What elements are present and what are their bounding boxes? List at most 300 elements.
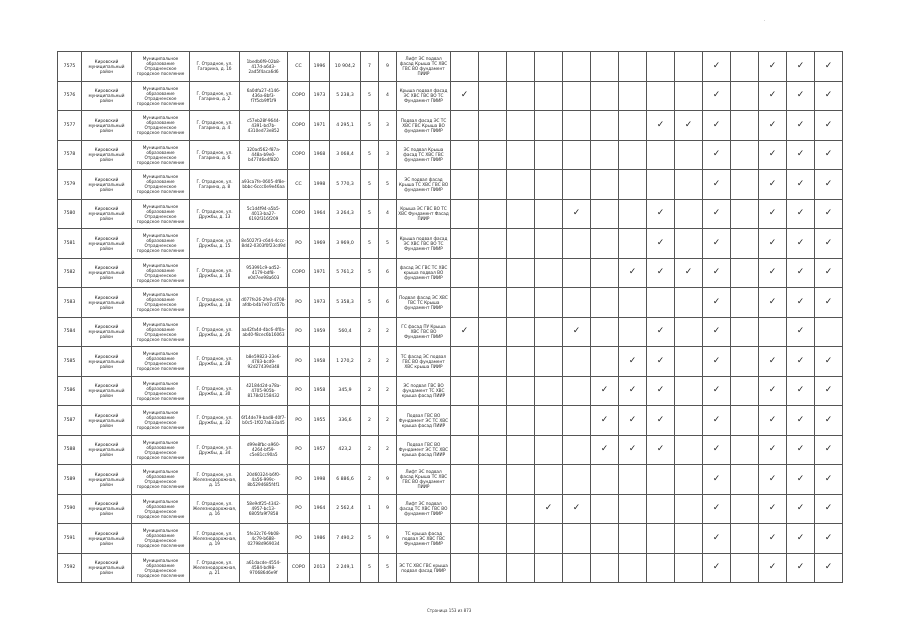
empty-cell	[535, 229, 563, 259]
empty-cell	[563, 52, 591, 82]
check-mark-icon: ✓	[759, 465, 787, 495]
check-mark-icon: ✓	[787, 288, 815, 318]
cell-code: 58e9df25-4342-4957-bc13-6805fa9f7858	[240, 494, 288, 524]
check-mark-icon: ✓	[703, 347, 731, 377]
cell-code: d077fe26-2fe0-4708-afdb-b4b7e07cd57b	[240, 288, 288, 318]
empty-cell	[451, 199, 479, 229]
empty-cell	[591, 111, 619, 141]
check-mark-icon: ✓	[591, 435, 619, 465]
empty-cell	[647, 52, 675, 82]
cell-ent: 6	[379, 288, 397, 318]
empty-cell	[675, 229, 703, 259]
cell-year: 1964	[310, 199, 330, 229]
check-mark-icon: ✓	[647, 111, 675, 141]
cell-code: a61dacde-4554-4584-bd98-970686d6e9f	[240, 553, 288, 583]
table-row	[58, 376, 843, 406]
empty-cell	[451, 140, 479, 170]
cell-ent: 5	[379, 229, 397, 259]
check-mark-icon: ✓	[787, 317, 815, 347]
cell-year: 2013	[310, 553, 330, 583]
cell-flo: 2	[361, 347, 379, 377]
empty-cell	[507, 406, 535, 436]
cell-n: 7584	[58, 317, 82, 347]
cell-type: РО	[288, 524, 310, 554]
cell-n: 7586	[58, 376, 82, 406]
check-mark-icon: ✓	[619, 376, 647, 406]
cell-ent: 4	[379, 199, 397, 229]
check-mark-icon: ✓	[563, 494, 591, 524]
empty-cell	[563, 229, 591, 259]
cell-flo: 5	[361, 229, 379, 259]
cell-works: Крыша подвал фасад ЭС ХВС ГВС ВО ТС Фундамент ПИИР	[397, 229, 451, 259]
check-mark-icon: ✓	[619, 435, 647, 465]
empty-cell	[591, 288, 619, 318]
cell-n: 7592	[58, 553, 82, 583]
empty-cell	[591, 258, 619, 288]
empty-cell	[731, 524, 759, 554]
empty-cell	[591, 52, 619, 82]
cell-district: Кировский муниципальный район	[82, 170, 132, 200]
empty-cell	[619, 494, 647, 524]
cell-year: 1996	[310, 52, 330, 82]
empty-cell	[591, 317, 619, 347]
check-mark-icon: ✓	[815, 140, 843, 170]
cell-code: c57eb28f-9644-4391-bd7b-4310ed73e852	[240, 111, 288, 141]
empty-cell	[535, 258, 563, 288]
empty-cell	[675, 52, 703, 82]
cell-type: СОРО	[288, 258, 310, 288]
cell-area: 3 068,4	[330, 140, 361, 170]
cell-flo: 1	[361, 494, 379, 524]
check-mark-icon: ✓	[787, 140, 815, 170]
empty-cell	[563, 111, 591, 141]
check-mark-icon: ✓	[759, 170, 787, 200]
cell-works: ТС фасад ЭС подвал ГВС ВО фундамент ХВС крыша ПИИР	[397, 347, 451, 377]
cell-area: 336,6	[330, 406, 361, 436]
cell-type: СС	[288, 52, 310, 82]
cell-district: Кировский муниципальный район	[82, 524, 132, 554]
cell-district: Кировский муниципальный район	[82, 317, 132, 347]
housing-register-table	[57, 51, 843, 583]
cell-org: Муниципальное образование Отрадненское городское поселение	[132, 524, 190, 554]
cell-works: Лифт ЭС подвал фасад Крыша ТС ХВС ГВС ВО фундамент ПИИР	[397, 52, 451, 82]
cell-n: 7588	[58, 435, 82, 465]
cell-district: Кировский муниципальный район	[82, 229, 132, 259]
empty-cell	[647, 524, 675, 554]
cell-addr: Г. Отрадное, ул. Железнодорожная, д. 16	[190, 494, 240, 524]
cell-flo: 5	[361, 111, 379, 141]
cell-area: 3 969,0	[330, 229, 361, 259]
cell-addr: Г. Отрадное, ул. Дружбы, д. 34	[190, 435, 240, 465]
cell-district: Кировский муниципальный район	[82, 465, 132, 495]
check-mark-icon: ✓	[619, 258, 647, 288]
check-mark-icon: ✓	[815, 170, 843, 200]
check-mark-icon: ✓	[703, 553, 731, 583]
cell-year: 1955	[310, 406, 330, 436]
empty-cell	[535, 376, 563, 406]
empty-cell	[479, 465, 507, 495]
empty-cell	[479, 52, 507, 82]
empty-cell	[563, 258, 591, 288]
empty-cell	[451, 494, 479, 524]
empty-cell	[619, 111, 647, 141]
cell-org: Муниципальное образование Отрадненское городское поселение	[132, 81, 190, 111]
cell-works: Подвал фасад ЭС ТС ХВС ГВС Крыша ВО фундамент ПИИР	[397, 111, 451, 141]
empty-cell	[731, 81, 759, 111]
cell-type: СОРО	[288, 553, 310, 583]
empty-cell	[675, 81, 703, 111]
check-mark-icon: ✓	[787, 465, 815, 495]
check-mark-icon: ✓	[759, 406, 787, 436]
empty-cell	[535, 111, 563, 141]
empty-cell	[675, 524, 703, 554]
check-mark-icon: ✓	[563, 317, 591, 347]
check-mark-icon: ✓	[703, 111, 731, 141]
empty-cell	[479, 376, 507, 406]
cell-code: 6f14de79-bad8-40f7-b0c5-1f027ab33a45	[240, 406, 288, 436]
cell-n: 7577	[58, 111, 82, 141]
cell-type: РО	[288, 288, 310, 318]
empty-cell	[479, 258, 507, 288]
empty-cell	[591, 347, 619, 377]
check-mark-icon: ✓	[703, 288, 731, 318]
empty-cell	[563, 553, 591, 583]
empty-cell	[507, 52, 535, 82]
empty-cell	[451, 435, 479, 465]
cell-n: 7580	[58, 199, 82, 229]
cell-ent: 4	[379, 81, 397, 111]
cell-area: 5 761,2	[330, 258, 361, 288]
empty-cell	[479, 494, 507, 524]
empty-cell	[731, 229, 759, 259]
empty-cell	[535, 81, 563, 111]
cell-works: ЭС ТС ХВС ГВС крыша подвал фасад ПИИР	[397, 553, 451, 583]
cell-n: 7590	[58, 494, 82, 524]
cell-area: 5 358,3	[330, 288, 361, 318]
empty-cell	[535, 347, 563, 377]
empty-cell	[675, 435, 703, 465]
empty-cell	[479, 81, 507, 111]
cell-area: 6 886,6	[330, 465, 361, 495]
cell-area: 4 295,1	[330, 111, 361, 141]
check-mark-icon: ✓	[759, 347, 787, 377]
empty-cell	[563, 524, 591, 554]
cell-addr: Г. Отрадное, ул. Дружбы, д. 30	[190, 376, 240, 406]
cell-flo: 7	[361, 52, 379, 82]
table-row	[58, 406, 843, 436]
check-mark-icon: ✓	[759, 258, 787, 288]
empty-cell	[535, 553, 563, 583]
empty-cell	[675, 553, 703, 583]
empty-cell	[731, 258, 759, 288]
cell-year: 1986	[310, 524, 330, 554]
empty-cell	[507, 170, 535, 200]
cell-ent: 9	[379, 494, 397, 524]
empty-cell	[591, 553, 619, 583]
check-mark-icon: ✓	[647, 347, 675, 377]
empty-cell	[535, 406, 563, 436]
cell-type: РО	[288, 406, 310, 436]
cell-area: 3 264,3	[330, 199, 361, 229]
empty-cell	[591, 81, 619, 111]
empty-cell	[731, 317, 759, 347]
empty-cell	[563, 376, 591, 406]
cell-area: 5 238,3	[330, 81, 361, 111]
empty-cell	[591, 229, 619, 259]
cell-type: РО	[288, 317, 310, 347]
cell-code: 6a0dfa27-4146-436a-8bf3-f7f5cb9ff1f9	[240, 81, 288, 111]
cell-district: Кировский муниципальный район	[82, 111, 132, 141]
cell-type: СС	[288, 170, 310, 200]
cell-flo: 5	[361, 81, 379, 111]
empty-cell	[563, 170, 591, 200]
empty-cell	[591, 170, 619, 200]
cell-addr: Г. Отрадное, ул. Гагарина, д. 6	[190, 140, 240, 170]
check-mark-icon: ✓	[619, 406, 647, 436]
check-mark-icon: ✓	[787, 347, 815, 377]
cell-org: Муниципальное образование Отрадненское городское поселение	[132, 288, 190, 318]
check-mark-icon: ✓	[703, 199, 731, 229]
empty-cell	[731, 406, 759, 436]
check-mark-icon: ✓	[591, 376, 619, 406]
check-mark-icon: ✓	[703, 317, 731, 347]
empty-cell	[507, 81, 535, 111]
empty-cell	[619, 229, 647, 259]
empty-cell	[507, 229, 535, 259]
empty-cell	[591, 199, 619, 229]
empty-cell	[507, 347, 535, 377]
check-mark-icon: ✓	[759, 81, 787, 111]
empty-cell	[479, 229, 507, 259]
check-mark-icon: ✓	[759, 229, 787, 259]
check-mark-icon: ✓	[759, 553, 787, 583]
empty-cell	[675, 288, 703, 318]
cell-ent: 3	[379, 140, 397, 170]
check-mark-icon: ✓	[787, 81, 815, 111]
cell-n: 7582	[58, 258, 82, 288]
cell-type: РО	[288, 229, 310, 259]
table-row	[58, 258, 843, 288]
cell-flo: 5	[361, 553, 379, 583]
empty-cell	[619, 52, 647, 82]
cell-district: Кировский муниципальный район	[82, 494, 132, 524]
cell-addr: Г. Отрадное, ул. Дружбы, д. 26	[190, 317, 240, 347]
cell-ent: 5	[379, 170, 397, 200]
cell-addr: Г. Отрадное, ул. Дружбы, д. 28	[190, 347, 240, 377]
check-mark-icon: ✓	[647, 199, 675, 229]
empty-cell	[507, 317, 535, 347]
empty-cell	[451, 376, 479, 406]
empty-cell	[647, 288, 675, 318]
empty-cell	[479, 140, 507, 170]
check-mark-icon: ✓	[451, 81, 479, 111]
cell-addr: Г. Отрадное, ул. Гагарина, д. 2	[190, 81, 240, 111]
check-mark-icon: ✓	[759, 524, 787, 554]
cell-area: 10 904,2	[330, 52, 361, 82]
cell-n: 7591	[58, 524, 82, 554]
cell-org: Муниципальное образование Отрадненское городское поселение	[132, 347, 190, 377]
table-body	[58, 52, 843, 583]
cell-district: Кировский муниципальный район	[82, 258, 132, 288]
cell-works: фасад ЭС ГВС ТС ХВС крыша подвал ВО фундамент ПИИР	[397, 258, 451, 288]
check-mark-icon: ✓	[815, 524, 843, 554]
check-mark-icon: ✓	[647, 406, 675, 436]
table-row	[58, 140, 843, 170]
cell-addr: Г. Отрадное, ул. Дружбы, д. 18	[190, 288, 240, 318]
cell-code: 8e5027f3-c6d4-4ccc-8dd2-0303f0f23cd9d	[240, 229, 288, 259]
check-mark-icon: ✓	[815, 288, 843, 318]
cell-area: 1 270,2	[330, 347, 361, 377]
check-mark-icon: ✓	[815, 406, 843, 436]
empty-cell	[507, 435, 535, 465]
cell-district: Кировский муниципальный район	[82, 140, 132, 170]
check-mark-icon: ✓	[703, 406, 731, 436]
corner-mark: ·	[764, 18, 766, 23]
check-mark-icon: ✓	[787, 435, 815, 465]
empty-cell	[731, 288, 759, 318]
cell-type: РО	[288, 494, 310, 524]
cell-org: Муниципальное образование Отрадненское городское поселение	[132, 199, 190, 229]
empty-cell	[731, 52, 759, 82]
cell-type: РО	[288, 465, 310, 495]
cell-addr: Г. Отрадное, ул. Дружбы, д. 15	[190, 229, 240, 259]
check-mark-icon: ✓	[787, 170, 815, 200]
cell-year: 1998	[310, 170, 330, 200]
check-mark-icon: ✓	[815, 258, 843, 288]
cell-year: 1998	[310, 465, 330, 495]
cell-org: Муниципальное образование Отрадненское городское поселение	[132, 229, 190, 259]
empty-cell	[619, 199, 647, 229]
empty-cell	[731, 435, 759, 465]
cell-org: Муниципальное образование Отрадненское городское поселение	[132, 553, 190, 583]
table-row	[58, 288, 843, 318]
empty-cell	[507, 140, 535, 170]
cell-district: Кировский муниципальный район	[82, 553, 132, 583]
cell-ent: 2	[379, 435, 397, 465]
cell-works: Крыша подвал фасад ЭС ХВС ГВС ВО ТС Фундамент ПИИР	[397, 81, 451, 111]
empty-cell	[451, 52, 479, 82]
cell-type: РО	[288, 376, 310, 406]
empty-cell	[563, 406, 591, 436]
empty-cell	[479, 524, 507, 554]
empty-cell	[535, 288, 563, 318]
cell-n: 7576	[58, 81, 82, 111]
empty-cell	[479, 553, 507, 583]
cell-works: Крыша ЭС ГВС ВО ТС ХВС Фундамент Фасад ПИИР	[397, 199, 451, 229]
table-row	[58, 81, 843, 111]
empty-cell	[479, 111, 507, 141]
empty-cell	[731, 494, 759, 524]
check-mark-icon: ✓	[759, 494, 787, 524]
empty-cell	[451, 170, 479, 200]
check-mark-icon: ✓	[619, 347, 647, 377]
empty-cell	[619, 465, 647, 495]
cell-code: aa42fa4d-4bc6-4f0a-ab40-f8cec6b16063	[240, 317, 288, 347]
check-mark-icon: ✓	[759, 376, 787, 406]
cell-n: 7575	[58, 52, 82, 82]
empty-cell	[815, 317, 843, 347]
check-mark-icon: ✓	[675, 111, 703, 141]
empty-cell	[535, 435, 563, 465]
cell-code: b8e59823-23e6-4783-bcd9-92d27439d348	[240, 347, 288, 377]
table-row	[58, 317, 843, 347]
empty-cell	[675, 140, 703, 170]
empty-cell	[731, 140, 759, 170]
cell-n: 7581	[58, 229, 82, 259]
cell-org: Муниципальное образование Отрадненское городское поселение	[132, 435, 190, 465]
empty-cell	[535, 170, 563, 200]
cell-code: 1bedb6f9-02b8-417d-a6d3-2ad5f4aca6d6	[240, 52, 288, 82]
cell-works: ЭС подвал фасад Крыша ТС ХВС ГВС ВО фундамент ПИИР	[397, 170, 451, 200]
empty-cell	[731, 199, 759, 229]
check-mark-icon: ✓	[787, 111, 815, 141]
empty-cell	[619, 140, 647, 170]
empty-cell	[507, 288, 535, 318]
check-mark-icon: ✓	[647, 258, 675, 288]
check-mark-icon: ✓	[703, 140, 731, 170]
empty-cell	[451, 258, 479, 288]
empty-cell	[507, 465, 535, 495]
cell-org: Муниципальное образование Отрадненское городское поселение	[132, 52, 190, 82]
cell-org: Муниципальное образование Отрадненское городское поселение	[132, 376, 190, 406]
cell-org: Муниципальное образование Отрадненское городское поселение	[132, 170, 190, 200]
cell-area: 5 770,3	[330, 170, 361, 200]
check-mark-icon: ✓	[759, 111, 787, 141]
empty-cell	[563, 435, 591, 465]
cell-org: Муниципальное образование Отрадненское городское поселение	[132, 140, 190, 170]
check-mark-icon: ✓	[703, 81, 731, 111]
empty-cell	[619, 553, 647, 583]
cell-district: Кировский муниципальный район	[82, 376, 132, 406]
check-mark-icon: ✓	[675, 258, 703, 288]
empty-cell	[731, 347, 759, 377]
empty-cell	[479, 406, 507, 436]
check-mark-icon: ✓	[647, 376, 675, 406]
check-mark-icon: ✓	[815, 81, 843, 111]
empty-cell	[451, 111, 479, 141]
empty-cell	[675, 199, 703, 229]
empty-cell	[535, 199, 563, 229]
check-mark-icon: ✓	[535, 494, 563, 524]
empty-cell	[507, 199, 535, 229]
check-mark-icon: ✓	[787, 494, 815, 524]
empty-cell	[451, 553, 479, 583]
empty-cell	[675, 317, 703, 347]
cell-ent: 2	[379, 376, 397, 406]
empty-cell	[479, 199, 507, 229]
check-mark-icon: ✓	[815, 494, 843, 524]
empty-cell	[507, 111, 535, 141]
empty-cell	[535, 465, 563, 495]
cell-code: 20d60324-b6f0-4a56-999c-8b5294685f4f1	[240, 465, 288, 495]
check-mark-icon: ✓	[787, 406, 815, 436]
cell-district: Кировский муниципальный район	[82, 288, 132, 318]
check-mark-icon: ✓	[563, 199, 591, 229]
empty-cell	[507, 524, 535, 554]
cell-addr: Г. Отрадное, ул. Железнодорожная, д. 15	[190, 465, 240, 495]
cell-flo: 5	[361, 258, 379, 288]
cell-flo: 2	[361, 317, 379, 347]
cell-district: Кировский муниципальный район	[82, 406, 132, 436]
cell-ent: 9	[379, 524, 397, 554]
cell-flo: 5	[361, 140, 379, 170]
cell-year: 1964	[310, 494, 330, 524]
table-row	[58, 229, 843, 259]
empty-cell	[619, 317, 647, 347]
table-row	[58, 170, 843, 200]
cell-year: 1957	[310, 435, 330, 465]
cell-works: ЭС подвал Крыша фасад ТС ХВС ГВС фундамент ПИИР	[397, 140, 451, 170]
